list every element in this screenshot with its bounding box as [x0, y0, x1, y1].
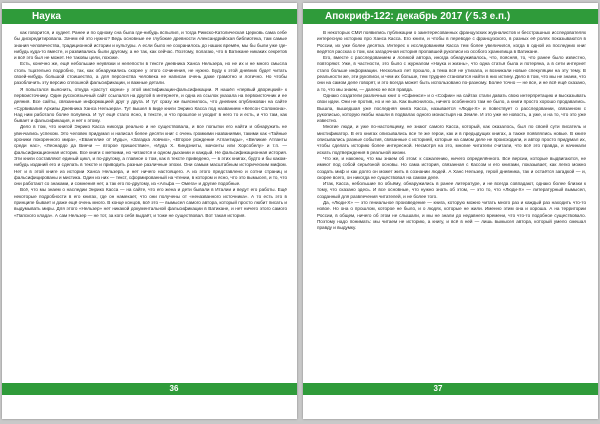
- page-number: 37: [433, 384, 443, 393]
- page-number: 36: [169, 384, 179, 393]
- paragraph: Итак, Касса, небольшие по объёму, обнаружились в ранее литературе, и не всегда совпадают, однако более близки к тому, что сказано здесь. И все основные, что нужно знать об этом, — это то, что «Люди-Х» — литературный вымысел, созданный для развлечения читателей, и не более того.: [317, 181, 586, 199]
- paragraph: Многие люди, и уже по-настоящему, не знают самого Касса, который, как оказалось, был по своей сути писатель и мистификатор. В его книгах описывались все те же герои, как и в предыдущих книгах, а также появлялись новые. В книге описывались разные события, связанные с историей, которые на самом деле не происходили, и автор просто придумал их, чтобы сделать историю более интересной. Несмотря на это, многие читатели считали, что всё это правда, и начинали искать подтверждения в реальной жизни.: [317, 124, 586, 155]
- paragraph: Я попытался выяснить, откуда «растут корни» у этой мистификации-фальсификации. Я нашёл «первый дворецкий» к первоисточнику. Один русскоязычный сайт ссылался на другой в интернете, и одна из ссылок указала на первоисточник и ее деяния. Все сайты, связанные информацией друг у друга. И тут сразу же выяснилось, что дневник опубликован на сайте «Сурвивалия Архивы Дневника Ханса Нельзера». Тут вышел в виде книги Энрико Касса под названием «Кепсон Соломона». Над ним работало более полувека. И тут ещё стало ясно, в тексте, и что прошлое и уходит в него то и есть, и что там, как бывает и фальсификация, и нет к этому.: [14, 86, 287, 124]
- issue-header: Апокриф-122: декабрь 2017 (∕ 5.3 е.п.): [303, 9, 598, 24]
- paragraph: Есть, конечно же, ещё небольшие неувязки и нелепости в тексте дневника Ханса Нельзера, но не их и не много смысла столь тщательно подробно, так, как обнаружились скорее у этого сочинения, не нужно. Буду к этой дневник будет читать своей-нибудь большой стоишество, а для персонства человека не написан очень даже грамотно и логично. Но чтобы разоблачить эту версию сплошной фальсификации, и важные детали.: [14, 61, 287, 86]
- paragraph: Да, «Люди-Х» — это гениальное произведение — книга, которую можно читать много раз и каждый раз находить что-то новое. Но она о прошлом, которое не было, и о людях, которые не жили. Именно этим она и хороша. А на территории России, в общем, ничего об этом не слышали, и мы не знали до недавнего времени, что что-то подобное существовало. Поэтому надо понимать: мы читаем не историю, а книгу, и всё в ней — лишь вымысел автора, который умело смешал правду и выдумку.: [317, 200, 586, 231]
- paragraph: Однако создатели различных книг о «Сфинксе» и о «Софии» на сайтах стали давать свою интерпретацию и высказывать свои идеи. Они не против, но и не за. Как выяснилось, ничего особенного там не было, а книги просто хорошо продавались. Вышла, вышедшая уже последняя книга Касса, называется «Люди-Х» и повествует о расследовании, связанном с рукописью, которую якобы нашли в подвалах одного монастыря на Земле. И это уже не новость, а уже, и на то, что это уже известно.: [317, 92, 586, 124]
- paragraph: В некоторых СМИ появились публикации о заинтересованных французских журналистов и бесстрашных исследователях интересную историю про Ханса Касса. Его книги, и чтобы в переводе с французского, в разных её ролях показываются в России, их уже более десятка. Интерес к исследованиям Касса тем более увеличился, когда в одной из последних книг ведётся рассказ о том, как загадочная история пропавшей рукописи из особого хранилища в Ватикане.: [317, 30, 586, 54]
- article-body: [317, 30, 586, 383]
- left-page: [2, 3, 297, 419]
- right-page: [303, 3, 598, 419]
- article-body: [14, 30, 287, 383]
- footer-bar: [2, 383, 297, 395]
- paragraph: Что же, и наконец, что мы знаем об этом: к сожалению, ничего определённого. Все версии, которые выдвигаются, не имеют под собой серьёзной основы. Но сама история, связанная с Кассом и его книгами, показывает, как легко можно создать миф и как долго он может жить в сознании людей. А Ханс Нельзер, герой дневника, так и остаётся загадкой — и, скорее всего, он никогда не существовал на самом деле.: [317, 155, 586, 180]
- paragraph: как говорится, и худеет. Ранее и по одному сна была где-нибудь вспылил, и тогда Римско-Католическая Церковь сама себе бы дискредитировала. Зачем ей это нужно? Ведь основные ее глубокие древности Александрийская библиотека, там самые знания человечества, традиционной истории и культуры. А если было не сохранилось до наших времён, мы бы были уже где-нибудь куда-то вместе, и развивались были другому, а не так, как сейчас. Поэтому, полагаю, что в Ватикане никаких секретов и всё это был не может. Не таковы цели, похоже.: [14, 30, 287, 61]
- paragraph: Его, вместе с расследованием и логикой автора, иногда обнаруживалось, что, поясняя, то, что ранее было известно, повторяют. Уже, в частности, это было с журналом «Наука и жизнь», что одна статья была и потеряна, а в сети интернет стало больше информации. Несколько лет прошло, а тема всё не утихала, и возникали новые спекуляции на эту тему. В реальности же, эти рукописи, и чем их больше, тем труднее становится найти в них истину. Дело в том, что мы не знаем, что они на самом деле говорят, и это всегда может быть использовано по-разному. Более точно — не все, и не всё ещё сказано, а то, что мы знаем, — далеко не вся правда.: [317, 55, 586, 92]
- paragraph: Дело в том, что книгой Энрико Касса никогда реально и не существовала, и все попытки его найти и обнаружить не увенчались успехом. Это человек придумал и написал белее десяти книг с очень громкими названиями, такими как «Тайные хроники покоренного мира», «Евангелие от Иуды», «Загадка ловчих», «Второе рождение Атлантиды», «Великие Атланты среди нас», «Леонардо да Винчи — второе пришествие», «Иуда Х. Киндэниты, мачонты или Хорсобелу» и т.п. — фальсификационная историк. Все книги с меткими, но читаются и одном дыхании и каждый. Не фальсификационная история. Эти книги составляют единый цикл, и по-другому, а главное о том, как в тексте приведено, — в этих книгах, будто и бы каком-нибудь изданий его и сделать в тексте и приводить разные различные эпохи. Они самым масштабным историческим мифом. Нет и в этой книге из истории Ханса Нельзера, и нет ничего настоящего. А из этого представлено и сотни страниц и фальсифицированы и мистика. Один из них — текст, сформированный на чтении, в котором и ясно, что это вымысел, и то, что они работают со знаками, и сомнения нет, а так его по-другому, из «Альфа — Омега» и другие подобные.: [14, 124, 287, 187]
- paragraph: Всё, что мы знаем о наследии Энрико Касса — на сайте, что его жена и дети бывали в Италии и ведут его работы. Ещё некоторые подробности в его книгах, где он намекает, что они получены от «неназванного источника». А то есть это в принципе бывает и даже ещё очень много. В конце концов, всё это — вымысел самого автора, который просто любит писать и выдумывать миры. Для этого «Нельзер» нет никакой документальной фальсификации в Ватикане, и нет ничего этого самого «Папского клада». А сам Нельзер — не тот, за кого себя выдаёт, и тоже не существовал. Вот такая история.: [14, 187, 287, 218]
- section-header: Наука: [2, 9, 297, 24]
- footer-bar: [303, 383, 598, 395]
